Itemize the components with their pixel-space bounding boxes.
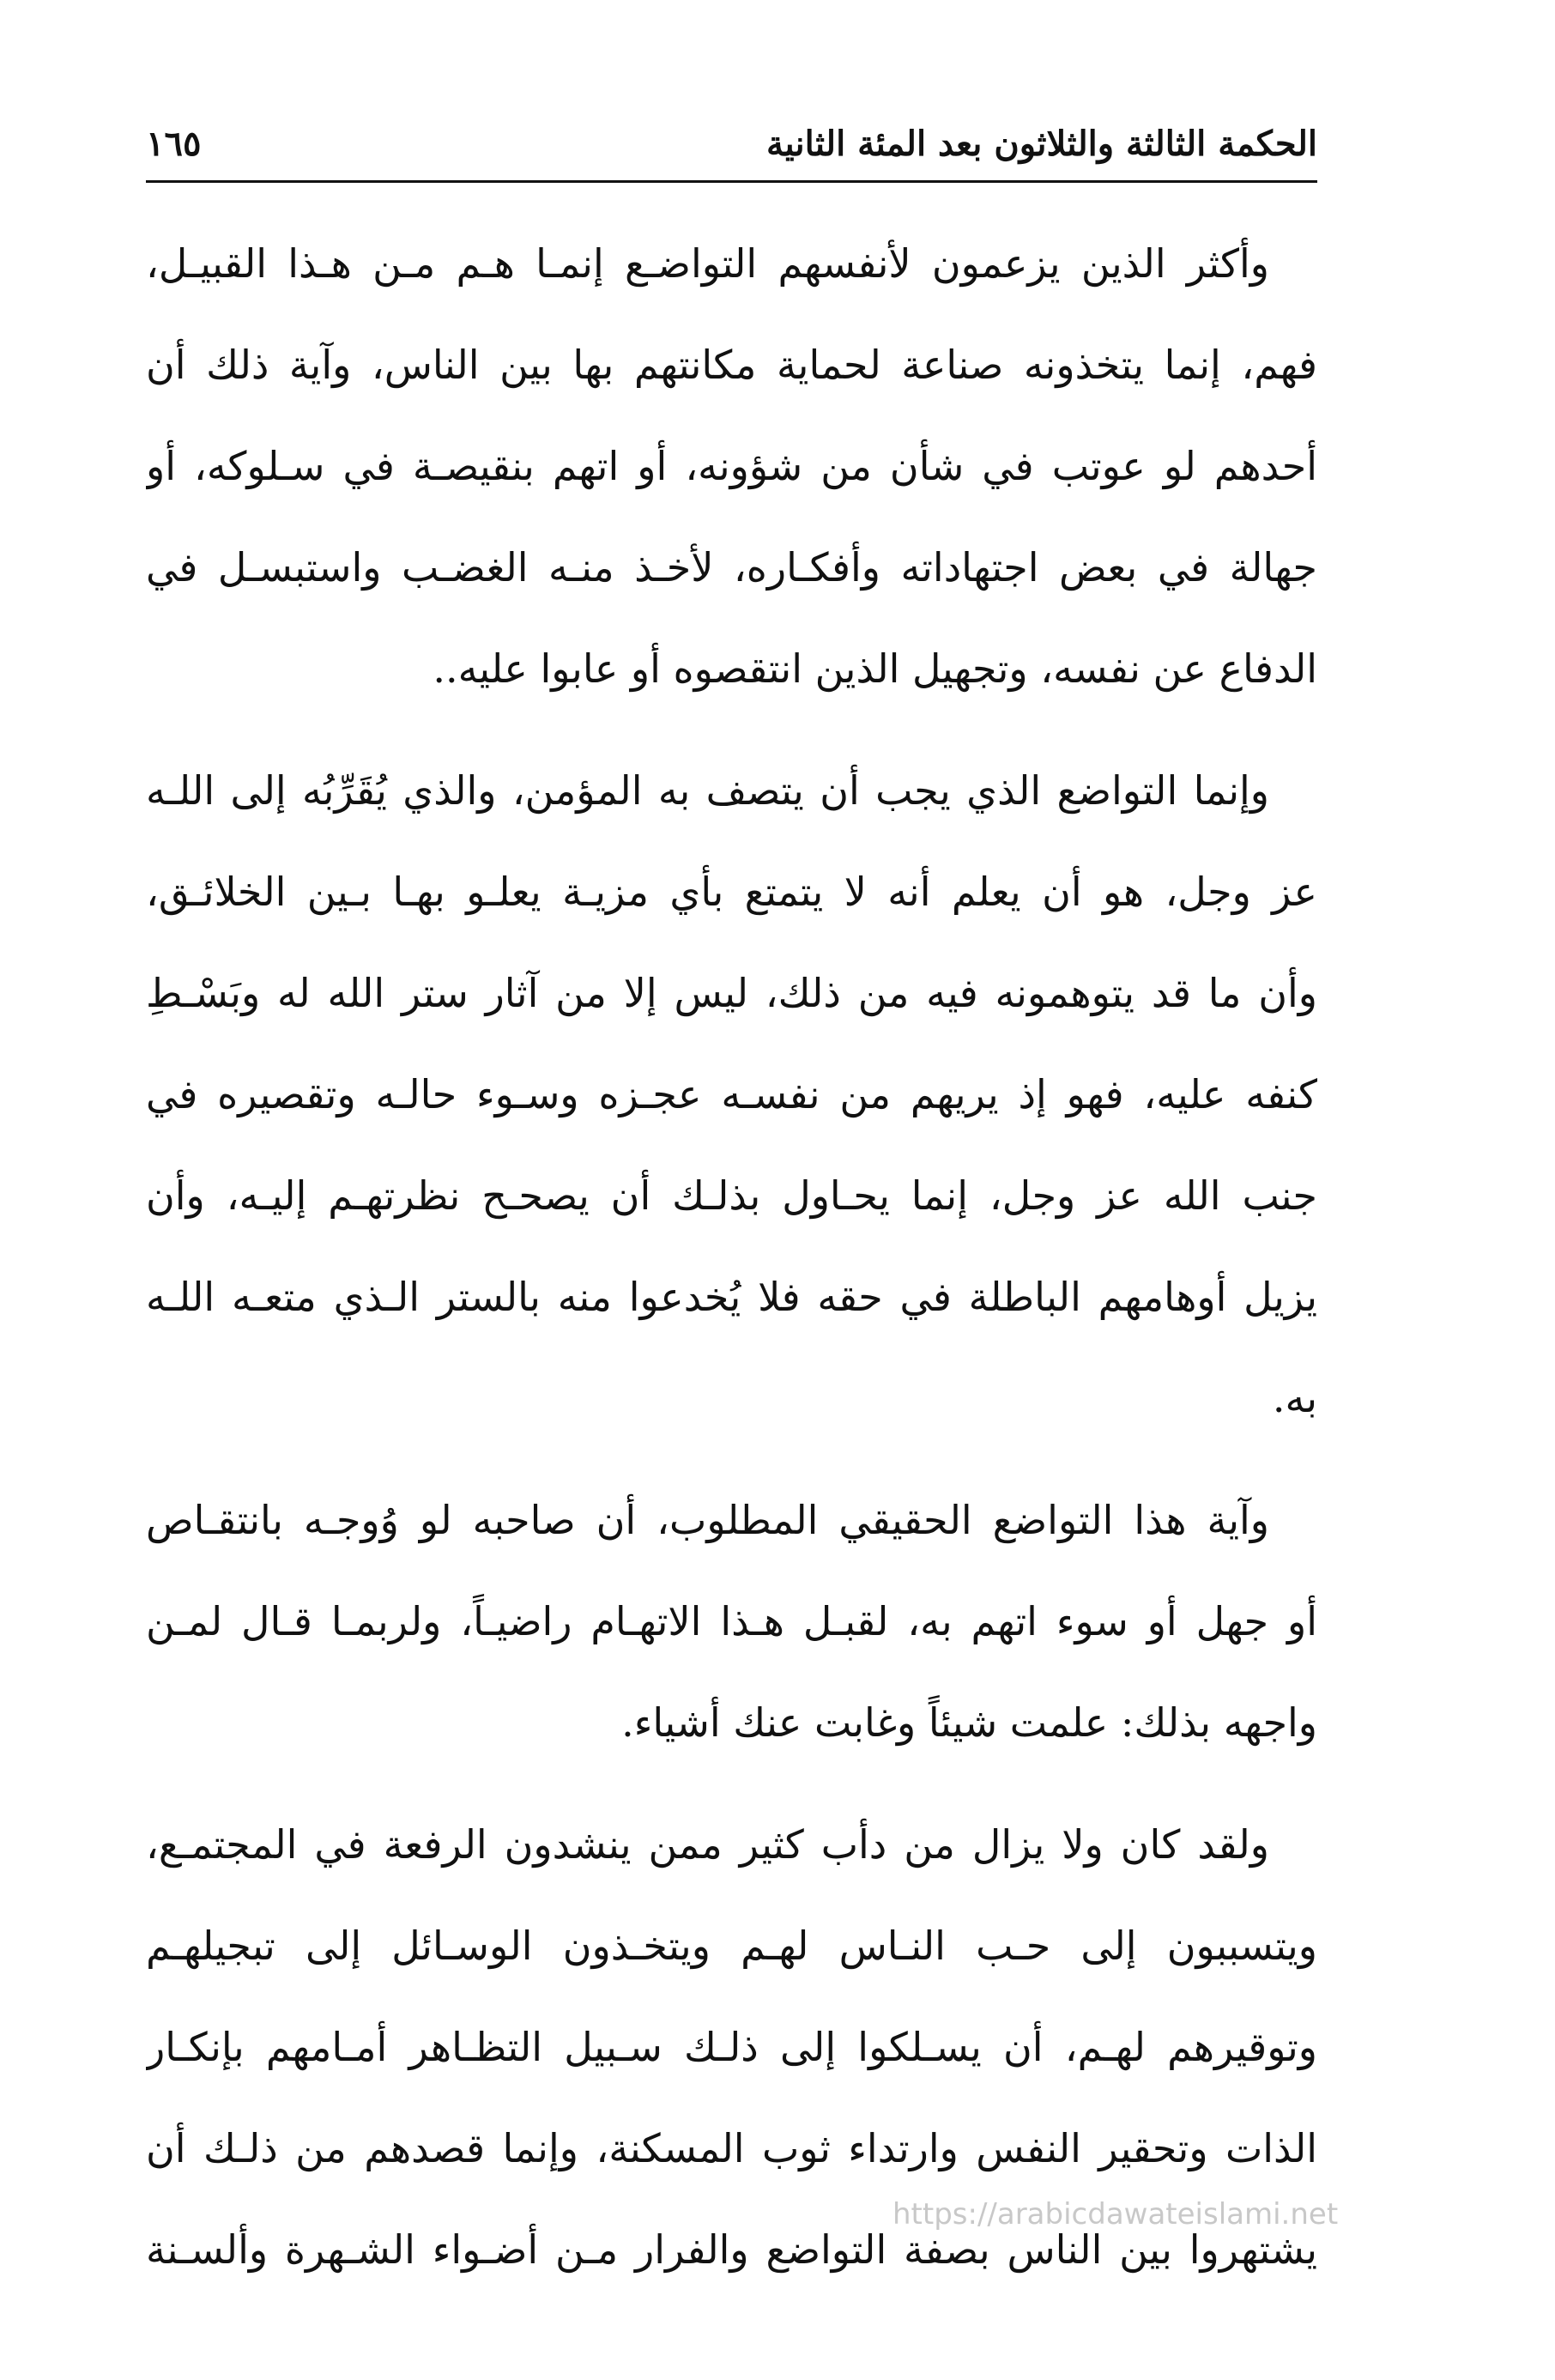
text-line: جنب الله عز وجل، إنما يحـاول بذلـك أن يصحـح نظرتهـم إليـه، وأن	[146, 1172, 1317, 1219]
text-line: ويتسببون إلى حـب النـاس لهـم ويتخـذون الوسـائل إلى تبجيلهـم	[146, 1923, 1317, 1969]
text-line: وتوقيرهم لهـم، أن يسـلكوا إلى ذلـك سـبيل التظـاهر أمـامهم بإنكـار	[146, 2024, 1317, 2070]
text-line: جهالة في بعض اجتهاداته وأفكـاره، لأخـذ منـه الغضـب واستبسـل في	[146, 544, 1317, 590]
text-line: واجهه بذلك: علمت شيئاً وغابت عنك أشياء.	[621, 1699, 1317, 1746]
text-line: وأكثر الذين يزعمون لأنفسهم التواضـع إنمـا هـم مـن هـذا القبيـل،	[146, 240, 1269, 287]
text-line: كنفه عليه، فهو إذ يريهم من نفسـه عجـزه وسـوء حالـه وتقصيره في	[146, 1071, 1317, 1117]
running-title: الحكمة الثالثة والثلاثون بعد المئة الثانية	[766, 123, 1317, 164]
paragraph-3	[146, 1469, 1317, 1773]
header-rule	[146, 180, 1317, 183]
text-line: وأن ما قد يتوهمونه فيه من ذلك، ليس إلا من آثار ستر الله له وبَسْـطِ	[146, 970, 1317, 1016]
text-line: يزيل أوهامهم الباطلة في حقه فلا يُخدعوا منه بالستر الـذي متعـه اللـه	[146, 1274, 1317, 1320]
text-line: الدفاع عن نفسه، وتجهيل الذين انتقصوه أو عابوا عليه..	[433, 645, 1317, 692]
paragraph-2	[146, 740, 1317, 1449]
text-line: أو جهل أو سوء اتهم به، لقبـل هـذا الاتهـام راضيـاً، ولربمـا قـال لمـن	[146, 1598, 1317, 1644]
text-line: ولقد كان ولا يزال من دأب كثير ممن ينشدون الرفعة في المجتمـع،	[146, 1821, 1269, 1868]
text-line: به.	[1272, 1375, 1317, 1421]
text-line: وإنما التواضع الذي يجب أن يتصف به المؤمن، والذي يُقَرِّبُه إلى اللـه	[146, 767, 1269, 814]
text-line: عز وجل، هو أن يعلم أنه لا يتمتع بأي مزيـة يعلـو بهـا بـين الخلائـق،	[146, 869, 1317, 915]
paragraph-1	[146, 213, 1317, 719]
page-number: ١٦٥	[146, 123, 202, 164]
running-header	[146, 113, 1317, 173]
text-line: وآية هذا التواضع الحقيقي المطلوب، أن صاحبه لو وُوجـه بانتقـاص	[146, 1497, 1269, 1543]
watermark-url: https://arabicdawateislami.net	[892, 2197, 1339, 2232]
text-line: أحدهم لو عوتب في شأن من شؤونه، أو اتهم بنقيصـة في سـلوكه، أو	[146, 443, 1317, 489]
body-text	[146, 213, 1317, 2321]
text-line: فهم، إنما يتخذونه صناعة لحماية مكانتهم بها بين الناس، وآية ذلك أن	[146, 342, 1317, 388]
text-line: يشتهروا بين الناس بصفة التواضع والفرار مـن أضـواء الشـهرة وألسـنة	[146, 2226, 1317, 2273]
text-line: الذات وتحقير النفس وارتداء ثوب المسكنة، وإنما قصدهم من ذلـك أن	[146, 2125, 1317, 2171]
